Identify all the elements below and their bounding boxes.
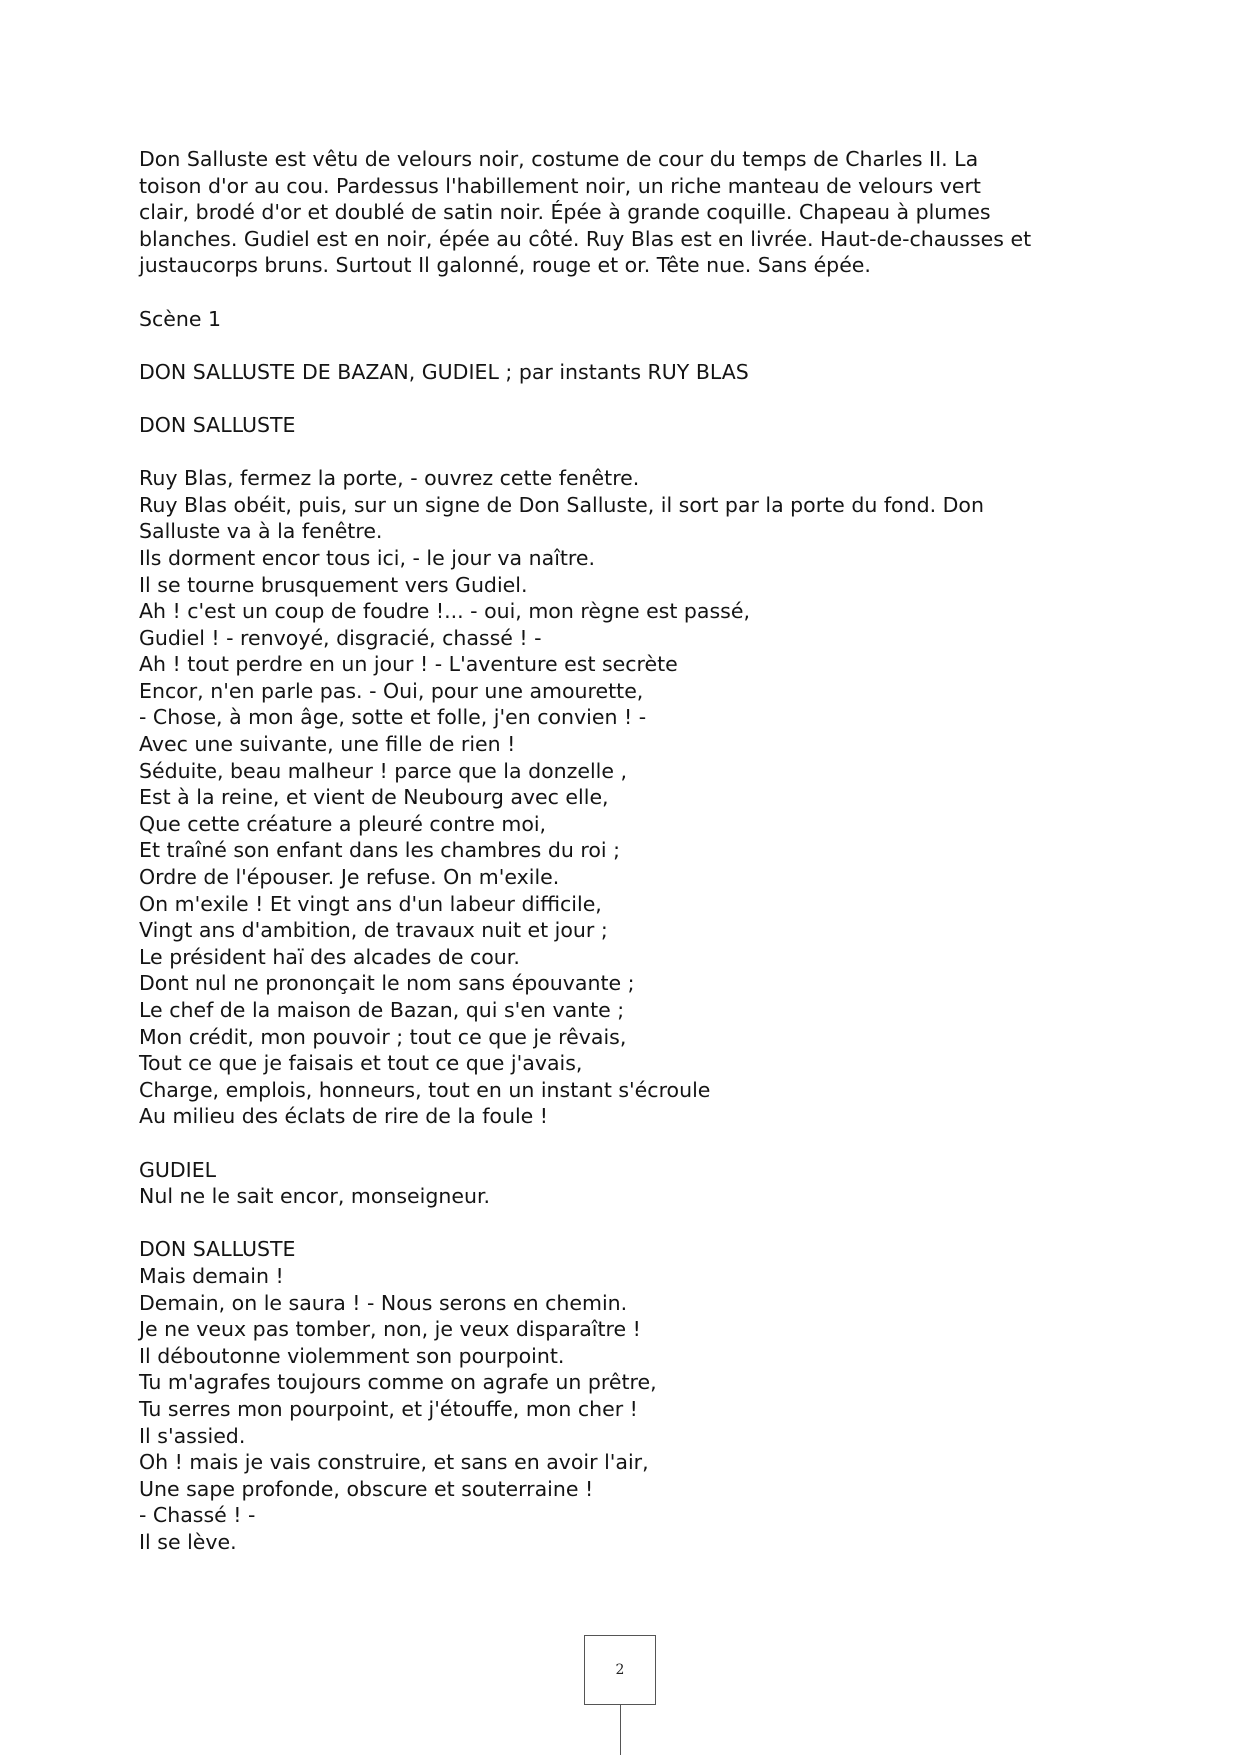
verse-line: Vingt ans d'ambition, de travaux nuit et jour ; [139, 918, 608, 943]
verse-line: Au milieu des éclats de rire de la foule ! [139, 1104, 548, 1129]
text-line: Don Salluste est vêtu de velours noir, costume de cour du temps de Charles II. La [139, 147, 979, 171]
page-number: 2 [584, 1635, 656, 1705]
verse-line: Salluste va à la fenêtre. [139, 519, 383, 544]
document-page [139, 146, 1119, 1555]
verse-line: Il déboutonne violemment son pourpoint. [139, 1343, 565, 1368]
verse-line: On m'exile ! Et vingt ans d'un labeur difficile, [139, 891, 602, 916]
verse-line: Charge, emplois, honneurs, tout en un instant s'écroule [139, 1077, 711, 1102]
speaker-name: DON SALLUSTE [139, 412, 296, 437]
verse-line: Encor, n'en parle pas. - Oui, pour une amourette, [139, 678, 644, 703]
verse-line: Une sape profonde, obscure et souterraine ! [139, 1476, 594, 1501]
speech-block [139, 1183, 1119, 1210]
verse-line: Dont nul ne prononçait le nom sans épouvante ; [139, 971, 635, 996]
text-line: justaucorps bruns. Surtout Il galonné, rouge et or. Tête nue. Sans épée. [139, 253, 871, 278]
verse-line: Demain, on le saura ! - Nous serons en chemin. [139, 1290, 628, 1315]
text-line: toison d'or au cou. Pardessus l'habillement noir, un riche manteau de velours vert [139, 173, 981, 198]
verse-line: Le chef de la maison de Bazan, qui s'en vante ; [139, 998, 625, 1022]
text-line: blanches. Gudiel est en noir, épée au côté. Ruy Blas est en livrée. Haut-de-chausses et [139, 226, 1032, 251]
speech-block [139, 465, 1119, 1130]
verse-line: Je ne veux pas tomber, non, je veux disparaître ! [139, 1317, 641, 1342]
speech-block [139, 1263, 1119, 1556]
verse-line: Nul ne le sait encor, monseigneur. [139, 1184, 491, 1209]
verse-line: Mon crédit, mon pouvoir ; tout ce que je rêvais, [139, 1024, 627, 1049]
verse-line: Tout ce que je faisais et tout ce que j'avais, [139, 1051, 583, 1076]
verse-line: Gudiel ! - renvoyé, disgracié, chassé ! - [139, 625, 542, 650]
verse-line: Ah ! c'est un coup de foudre !... - oui, mon règne est passé, [139, 599, 750, 624]
verse-line: Ils dorment encor tous ici, - le jour va naître. [139, 545, 596, 570]
verse-line: Ruy Blas obéit, puis, sur un signe de Don Salluste, il sort par la porte du fond. Don [139, 492, 984, 517]
verse-line: - Chassé ! - [139, 1503, 256, 1528]
verse-line: Séduite, beau malheur ! parce que la donzelle , [139, 758, 628, 783]
verse-line: Il se tourne brusquement vers Gudiel. [139, 572, 528, 597]
verse-line: Mais demain ! [139, 1263, 284, 1288]
verse-line: Il se lève. [139, 1529, 237, 1554]
verse-line: Ah ! tout perdre en un jour ! - L'aventure est secrète [139, 652, 678, 677]
verse-line: Tu serres mon pourpoint, et j'étouffe, mon cher ! [139, 1396, 638, 1421]
verse-line: Il s'assied. [139, 1423, 246, 1448]
verse-line: Est à la reine, et vient de Neubourg avec elle, [139, 785, 609, 810]
verse-line: Tu m'agrafes toujours comme on agrafe un prêtre, [139, 1370, 657, 1395]
verse-line: Ordre de l'épouser. Je refuse. On m'exile. [139, 865, 560, 890]
verse-line: Oh ! mais je vais construire, et sans en avoir l'air, [139, 1450, 649, 1475]
verse-line: Avec une suivante, une fille de rien ! [139, 732, 516, 757]
stage-direction [139, 146, 1119, 279]
verse-line: Le président haï des alcades de cour. [139, 944, 520, 969]
text-line: clair, brodé d'or et doublé de satin noir. Épée à grande coquille. Chapeau à plumes [139, 200, 991, 225]
page-number-connector [620, 1705, 621, 1755]
verse-line: Et traîné son enfant dans les chambres du roi ; [139, 838, 621, 863]
speaker-name: GUDIEL [139, 1157, 217, 1182]
verse-line: Ruy Blas, fermez la porte, - ouvrez cette fenêtre. [139, 466, 640, 491]
characters-line: DON SALLUSTE DE BAZAN, GUDIEL ; par instants RUY BLAS [139, 359, 749, 384]
verse-line: - Chose, à mon âge, sotte et folle, j'en convien ! - [139, 705, 647, 730]
verse-line: Que cette créature a pleuré contre moi, [139, 811, 547, 836]
scene-title: Scène 1 [139, 306, 222, 331]
speaker-name: DON SALLUSTE [139, 1237, 296, 1262]
